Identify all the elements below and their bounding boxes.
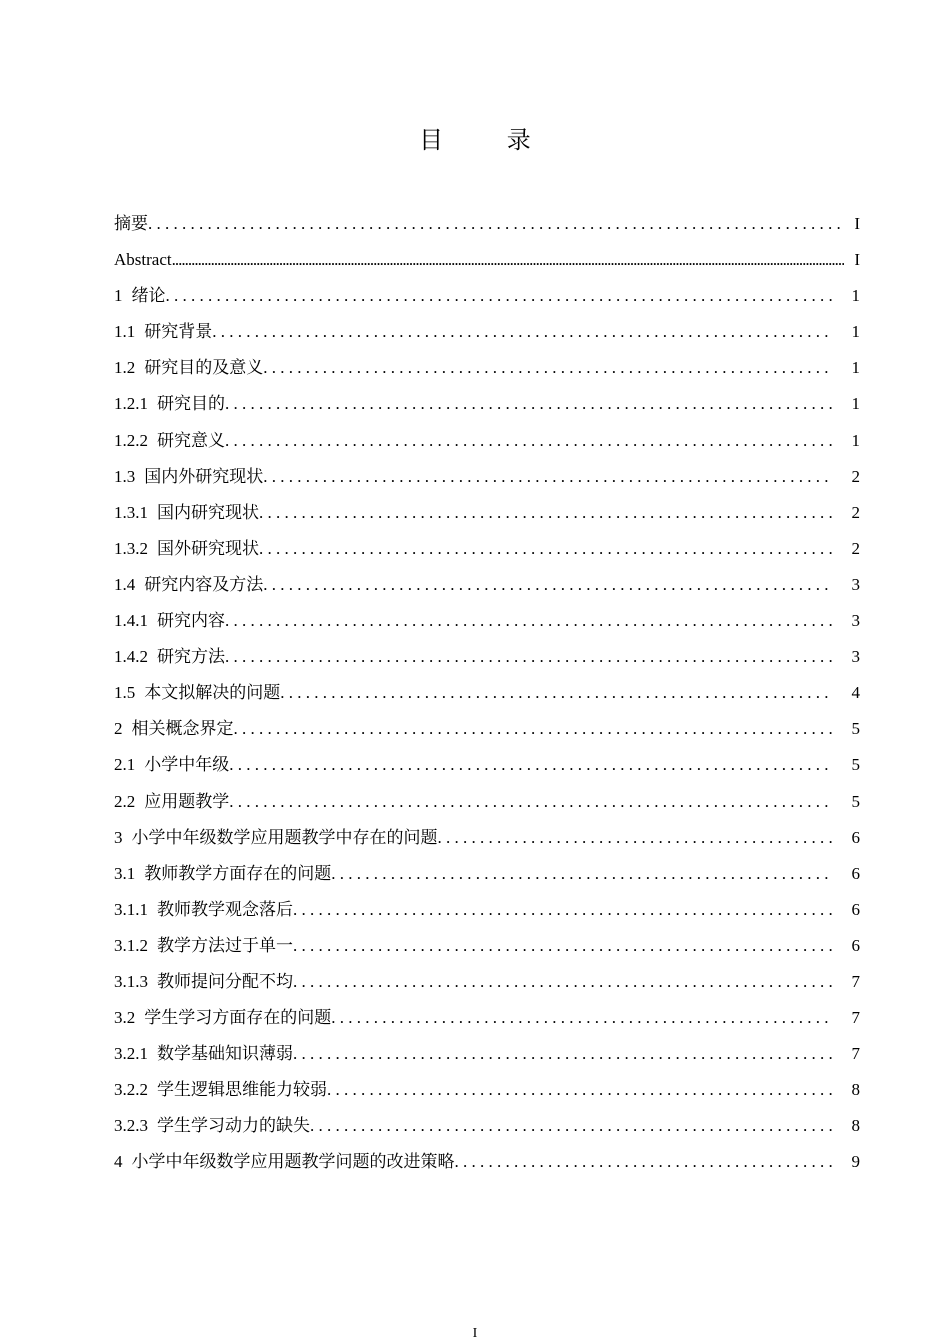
toc-entry-number: 1 [114,286,123,306]
toc-entry-page: 2 [851,502,860,522]
toc-entry-title: 研究方法 [157,647,225,667]
toc-entry-number: 1.4.1 [114,611,148,631]
toc-dot-leader [293,1036,832,1072]
toc-entry-number: 1.2.2 [114,430,148,450]
table-of-contents [114,206,860,1181]
toc-entry-page: 6 [851,863,860,883]
toc-entry[interactable] [114,603,860,639]
toc-entry-title: 摘要 [114,214,148,233]
toc-entry[interactable] [114,350,860,386]
toc-dot-leader [225,386,832,422]
toc-entry-number: 1.2 [114,358,136,378]
toc-entry[interactable] [114,675,860,711]
toc-dot-leader [259,531,832,567]
toc-entry-title: 本文拟解决的问题 [144,683,281,703]
toc-entry-page: 5 [851,719,860,739]
toc-dot-leader [229,747,832,783]
toc-entry-page: 5 [851,791,860,811]
toc-entry[interactable] [114,495,860,531]
toc-entry-number: 3.1.1 [114,899,148,919]
toc-entry-number: 1.2.1 [114,394,148,414]
toc-entry[interactable] [114,531,860,567]
toc-entry-title: 研究目的 [157,394,225,414]
toc-entry[interactable] [114,856,860,892]
toc-entry-page: 9 [851,1152,860,1172]
toc-entry-page: 1 [851,394,860,414]
toc-entry[interactable] [114,1144,860,1180]
toc-dot-leader [331,1000,832,1036]
toc-dot-leader [310,1108,832,1144]
toc-entry-page: 6 [851,827,860,847]
toc-entry-page: I [854,214,860,233]
toc-entry-page: 7 [851,1044,860,1064]
toc-dot-leader [455,1144,833,1180]
toc-entry-title: 研究内容及方法 [144,574,264,594]
toc-entry-page: 8 [851,1116,860,1136]
toc-entry-page: 4 [851,683,860,703]
toc-entry[interactable] [114,459,860,495]
toc-entry-title: 学生学习方面存在的问题 [144,1008,332,1028]
toc-entry-page: 6 [851,935,860,955]
toc-entry-title: 教师提问分配不均 [157,971,293,991]
toc-entry[interactable] [114,206,860,242]
toc-dot-leader [234,711,833,747]
toc-entry[interactable] [114,1072,860,1108]
toc-entry-title: 相关概念界定 [131,719,234,739]
toc-entry[interactable] [114,711,860,747]
toc-entry-page: 3 [851,574,860,594]
page-number: I [472,1326,478,1341]
toc-entry-page: I [854,250,860,270]
toc-entry-number: 1.3.1 [114,502,148,522]
toc-dot-leader [293,964,832,1000]
toc-entry-title: 国内研究现状 [157,502,259,522]
toc-dot-leader [263,350,832,386]
toc-dot-leader [280,675,832,711]
toc-entry[interactable] [114,1000,860,1036]
toc-entry-number: 3.2.2 [114,1080,148,1100]
toc-entry-title: Abstract [114,250,172,270]
toc-dot-leader [263,459,832,495]
toc-entry-page: 5 [851,755,860,775]
toc-entry-page: 3 [851,611,860,631]
toc-entry[interactable] [114,784,860,820]
toc-entry-title: 小学中年级数学应用题教学中存在的问题 [131,827,438,847]
toc-entry[interactable] [114,639,860,675]
toc-dot-leader [438,820,833,856]
toc-dot-leader [293,892,832,928]
toc-entry-number: 1.3.2 [114,538,148,558]
toc-dot-leader [263,567,832,603]
toc-entry-title: 应用题教学 [144,791,230,811]
toc-entry-title: 国内外研究现状 [144,466,264,486]
toc-entry-title: 教师教学方面存在的问题 [144,863,332,883]
toc-entry[interactable] [114,928,860,964]
toc-dot-leader [259,495,832,531]
toc-entry-title: 学生逻辑思维能力较弱 [157,1080,327,1100]
toc-entry-number: 4 [114,1152,123,1172]
toc-entry-number: 3.2 [114,1008,136,1028]
toc-entry[interactable] [114,747,860,783]
toc-entry-title: 研究目的及意义 [144,358,264,378]
toc-entry-number: 3.2.1 [114,1044,148,1064]
toc-dot-leader [225,423,832,459]
toc-entry[interactable] [114,820,860,856]
toc-entry-number: 1.3 [114,466,136,486]
toc-entry-number: 1.1 [114,322,136,342]
toc-dot-leader [225,603,832,639]
toc-entry-title: 研究意义 [157,430,225,450]
toc-entry-page: 7 [851,971,860,991]
toc-entry-title: 教师教学观念落后 [157,899,293,919]
toc-entry-number: 1.4.2 [114,647,148,667]
toc-dot-leader [331,856,832,892]
toc-entry-title: 小学中年级数学应用题教学问题的改进策略 [131,1152,455,1172]
toc-entry-page: 6 [851,899,860,919]
toc-entry[interactable] [114,278,860,314]
toc-entry[interactable] [114,1108,860,1144]
toc-entry-title: 研究内容 [157,611,225,631]
toc-entry[interactable] [114,964,860,1000]
toc-entry[interactable] [114,386,860,422]
toc-entry-title: 研究背景 [144,322,213,342]
toc-entry-title: 数学基础知识薄弱 [157,1044,293,1064]
toc-entry-title: 国外研究现状 [157,538,259,558]
toc-dot-leader [172,242,844,278]
toc-dot-leader [212,314,832,350]
toc-entry-title: 教学方法过于单一 [157,935,293,955]
toc-entry-page: 2 [851,466,860,486]
toc-entry[interactable] [114,423,860,459]
toc-entry-number: 3.1.2 [114,935,148,955]
toc-dot-leader [229,784,832,820]
toc-entry[interactable] [114,567,860,603]
toc-entry-number: 1.4 [114,574,136,594]
toc-entry-number: 2.2 [114,791,136,811]
page-title: 目 录 [419,126,559,154]
toc-entry-number: 3.2.3 [114,1116,148,1136]
toc-entry-page: 3 [851,647,860,667]
toc-entry-number: 1.5 [114,683,136,703]
toc-entry-page: 7 [851,1008,860,1028]
toc-entry[interactable] [114,892,860,928]
toc-entry-number: 3.1 [114,863,136,883]
toc-entry-number: 2 [114,719,123,739]
toc-entry[interactable] [114,1036,860,1072]
toc-dot-leader [166,278,833,314]
toc-entry-number: 2.1 [114,755,136,775]
toc-entry-page: 1 [851,322,860,342]
toc-dot-leader [225,639,832,675]
toc-dot-leader [327,1072,832,1108]
toc-entry-page: 8 [851,1080,860,1100]
toc-entry-title: 学生学习动力的缺失 [157,1116,310,1136]
toc-entry-page: 2 [851,538,860,558]
toc-entry[interactable] [114,242,860,278]
toc-entry-page: 1 [851,430,860,450]
toc-entry-number: 3 [114,827,123,847]
toc-entry-number: 3.1.3 [114,971,148,991]
toc-entry-title: 绪论 [131,286,166,306]
toc-entry-page: 1 [851,358,860,378]
toc-dot-leader [148,206,844,242]
toc-entry[interactable] [114,314,860,350]
toc-entry-page: 1 [851,286,860,306]
toc-dot-leader [293,928,832,964]
toc-entry-title: 小学中年级 [144,755,230,775]
